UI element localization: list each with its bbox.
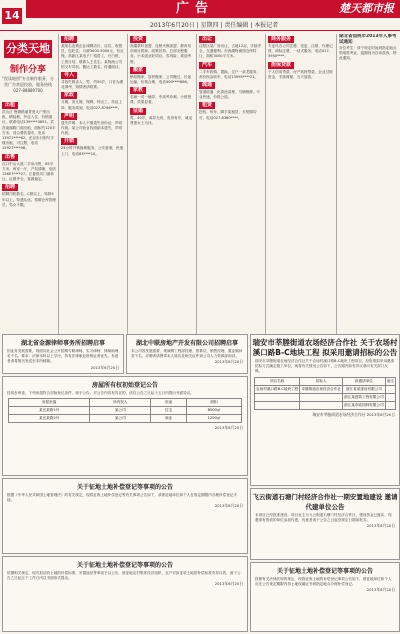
notice-date: 2013年6月20日: [366, 523, 395, 529]
table-cell: [385, 385, 395, 393]
notice-title: 瑞安市莘塍街道农场经济合作社 关于农场村溪口路B-C地块工程 拟采用邀请招标的公告: [252, 338, 398, 357]
column-divider: [127, 34, 128, 334]
land-compensation-notice-2: [2, 556, 248, 632]
category-label: 招聘: [2, 184, 18, 191]
category-label: 出售: [2, 154, 18, 161]
notice-title: 关于征地土地补偿登记等事项的公告: [76, 562, 173, 569]
classified-block: [61, 34, 125, 70]
column-divider: [58, 34, 59, 334]
classified-block: [199, 60, 263, 80]
classified-block: [2, 152, 56, 183]
table-cell: [300, 401, 343, 409]
notice-text: 因业务发展需要，现面向社会公开招聘专职律师、实习律师、律师助理若干名。要求：法律本科以上学历，持有法律职业资格证者优先。有意者请将简历发送至本所邮箱。: [7, 349, 119, 364]
category-label: 搬家: [130, 67, 146, 74]
classified-block: [2, 100, 56, 152]
ad-text: 汉口中山大道二手房出售，85平方米，两室一厅，产权清晰，电话13607****27。江夏纸坊门面转让，证照齐全，客源稳定。: [2, 161, 56, 182]
ad-text: 名师一对一辅导，中高考冲刺，小班授课，效果显著。: [130, 95, 192, 105]
ad-text: 24小时开锁换锁服务，公安备案，快速上门，电话83****10。: [61, 146, 124, 156]
notice-date: 瑞安市莘塍街道农场经济合作社 2013年6月20日: [312, 411, 395, 417]
notice-title: 房屋所有权初始登记公告: [91, 382, 158, 389]
classified-block: [130, 34, 194, 65]
ad-text: 某知名连锁企业诚聘店长、店员、收银员，包吃住，月薪3000-5000元，有社保。高新区某电子厂招普工，长白班，工资日结，联系人王先生。某物流公司招叉车司机、搬运工数名，待遇面议。: [61, 44, 124, 69]
notice-column: [339, 34, 398, 334]
table-cell: 住宅: [151, 407, 187, 415]
ad-text: 高端茶叶加盟、连锁火锅加盟、教育培训项目招商，政策扶持，总部全程服务。小本创业好项目，零风险，欢迎考察。: [130, 44, 192, 64]
category-label: 汽车: [199, 62, 215, 69]
table-header: 拟邀请单位: [343, 377, 386, 385]
agent-builder-notice: [250, 488, 400, 560]
table-cell: [254, 401, 299, 409]
table-cell: 浙江某市政园林有限公司: [343, 401, 386, 409]
table-cell: 某区某路2号: [8, 415, 90, 423]
category-label: 出租: [2, 102, 18, 109]
notice-title: 湖北省仙桃市2013年人事考试通知: [339, 34, 397, 45]
notice-text: 按照有关法律法规的规定，现将征收土地的补偿登记事项公告如下，被征地单位和个人应在公告规定期限内持土地权属证书到指定地点办理补偿登记。: [255, 577, 392, 587]
table-row: [8, 415, 241, 423]
land-compensation-notice-3: [250, 562, 400, 632]
newspaper-logo: 楚天都市报: [339, 2, 394, 15]
table-cell: 商业: [151, 415, 187, 423]
table-row: [254, 393, 395, 401]
section-bar: [26, 0, 400, 18]
ad-text: 月嫂、育儿嫂、保姆、钟点工，持证上岗，服务周到，电话027-8766****。: [61, 100, 123, 110]
column-divider: [265, 34, 266, 334]
notice-title: 关于征地土地补偿登记等事项的公告: [276, 568, 373, 575]
notice-text: 本公司因发展需要，现诚聘工程部经理、预算员、销售经理、置业顾问若干名。应聘者请携带本人简历及相关证件到公司人力资源部面试。: [131, 349, 243, 359]
classified-block: [61, 136, 125, 156]
classified-block: [61, 111, 125, 137]
table-row: [254, 385, 395, 393]
table-cell: 农场村溪口路B-C地块工程: [254, 385, 299, 393]
table-cell: 1200㎡: [186, 415, 241, 423]
column-divider: [336, 34, 337, 334]
classified-block: [130, 85, 194, 105]
notice-title: 湖北中联房地产开发有限公司招聘启事: [135, 340, 238, 347]
table-row: [254, 401, 395, 409]
classified-title: 分类天地: [4, 40, 52, 58]
category-label: 寻人: [61, 72, 77, 79]
category-label: 开锁: [61, 138, 77, 145]
ad-text: 寻找失散亲人，男，约50岁，口音为湖北荆州，知情者请联系。: [61, 80, 124, 90]
ad-text: 专业代办公司注册、变更、注销、代理记账、商标注册，一站式服务，电话027-5950****。: [268, 44, 333, 59]
table-cell: 浙江省某建设有限公司: [343, 385, 386, 393]
classified-block: [130, 106, 194, 126]
ad-text: 洪山区 鲁磨路丽景苑大户型出租，精装修，拎包入住，价格面议，联系电话139****3891。武昌南湖路门面出租，面积约120平方米，适合餐饮超市，电话13971****62。光谷步行街写字楼出租，可注册，电话15927****08。: [2, 110, 56, 151]
classified-block: [61, 90, 125, 110]
category-label: 商务服务: [268, 36, 294, 43]
table-cell: [385, 393, 395, 401]
notice-date: 2013年6月20日: [214, 359, 243, 365]
registration-table: [8, 398, 242, 423]
left-classifieds: [2, 100, 56, 330]
classified-column-2: [130, 34, 194, 334]
ad-text: 挖机、吊车、脚手架租赁，长短期均可，电话027-8380****。: [199, 110, 257, 120]
tender-notice: [250, 334, 400, 486]
make-subtitle: "悦读地图"专业制作服务，分类广告欢迎投放，服务热线027-88889700: [2, 76, 54, 93]
category-label: 声明: [61, 113, 77, 120]
classified-block: [61, 70, 125, 90]
classified-block: [199, 34, 263, 60]
table-cell: 莘塍街道农场经济合作社: [300, 385, 343, 393]
notice-text: 依据相关规定，现对拟征收土地的补偿标准、安置途径等事项予以公告，被征地农村集体经济组织、农户对拟征收土地的补偿标准有异议的，请于公告之日起五个工作日内以书面形式提出。: [7, 571, 241, 581]
table-header-row: [254, 377, 395, 385]
make-heading: 制作分享: [9, 65, 46, 75]
table-cell: 某公司: [90, 415, 151, 423]
section-title: 广告: [176, 1, 215, 16]
ad-text: 蚂蚁搬家，居民搬家、公司搬迁、长途运输，价格合理，电话400****666。: [130, 74, 192, 85]
notice-text: 本项目已经批准建设，项目业主为飞云街道石塘门村经济合作社，建设资金已落实，现邀请有资质的单位参加代建，有意者请于公告之日起至规定日期前报名。: [255, 513, 392, 523]
table-cell: 某公司: [90, 407, 151, 415]
ad-text: 二手车收购、置换、过户一条龙服务，高价现金收车，电话13995****21。: [199, 69, 261, 79]
category-label: 投资: [130, 36, 146, 43]
notice-text: 各位考生：请于规定时间到指定地点领取准考证，逾期视为自动放弃，特此通知。: [339, 46, 397, 61]
ad-text: 遗失声明：本人不慎遗失身份证，声明作废。某公司营业执照副本遗失，声明作废。: [61, 120, 123, 136]
table-header: 用途: [151, 399, 187, 407]
notice-text: 经初步审查，下列房屋符合初始登记条件，现予公告。对公告内容有异议的，请自公告之日起十五日内提出书面异议。: [7, 391, 194, 395]
category-label: 疏通: [199, 82, 215, 89]
tender-table: [254, 377, 396, 410]
house-registration-notice: [2, 376, 248, 476]
category-label: 租赁: [199, 102, 215, 109]
classified-block: [2, 182, 56, 208]
column-divider: [196, 34, 197, 334]
notice-title: 关于征地土地补偿登记等事项的公告: [76, 484, 173, 491]
table-cell: 8500㎡: [186, 407, 241, 415]
notice-date: 2013年6月20日: [214, 503, 243, 509]
ad-text: 管道疏通、化粪池清理、马桶维修，专业快速，价格公道。: [199, 90, 261, 100]
classified-block: [268, 60, 334, 80]
table-header: 招标人: [300, 377, 343, 385]
notice-title: 湖北省金源律师事务所招聘启事: [20, 340, 105, 347]
category-label: 出让: [199, 36, 215, 43]
table-row: [8, 407, 241, 415]
header-rule: [0, 30, 400, 31]
notice-text: 瑞安市莘塍街道农场经济合作社关于农场村溪口路B-C地块工程项目，经批准拟采用邀请招标方式确定施工单位，现将有关情况公告如下，公告期内如有异议请向有关部门反映。: [255, 359, 395, 374]
page-number: 14: [2, 8, 22, 24]
ad-text: 个人信用贷款、房产抵押贷款、企业过桥资金，手续简便，当天放款。: [268, 69, 333, 79]
category-label: 招聘: [61, 36, 77, 43]
category-label: 征婚: [130, 108, 146, 115]
table-header: 面积: [186, 399, 241, 407]
classified-block: [199, 100, 263, 120]
classified-column-4: [268, 34, 334, 334]
notice-date: 2013年6月20日: [90, 364, 119, 370]
date-line: 2013年6月20日 | 星期四 | 责任编辑 | 本报记者: [150, 22, 279, 29]
ad-text: 男，40岁，离异无孩，有房有车，诚觅贤惠女士为伴。: [130, 115, 193, 125]
table-cell: 浙江某建筑工程有限公司: [343, 393, 386, 401]
classified-column-3: [199, 34, 263, 334]
table-header: 备注: [385, 377, 395, 385]
table-header: 项目名称: [254, 377, 299, 385]
table-cell: [300, 393, 343, 401]
ad-text: 汉阳区某厂房出让，占地12亩，手续齐全，交通便利。东西湖物流园仓库转让，面积3000平方米。: [199, 44, 262, 59]
notice-title: 飞云街道石塘门村经济合作社一期安置地建设 邀请代建单位公告: [252, 493, 398, 511]
land-compensation-notice: [2, 478, 248, 554]
table-cell: 某区某路1号: [8, 407, 90, 415]
category-label: 家教: [130, 87, 146, 94]
table-cell: [385, 401, 395, 409]
classified-block: [130, 65, 194, 85]
category-label: 担保贷款: [268, 62, 294, 69]
table-header: 所有权人: [90, 399, 151, 407]
ad-text: 招聘司机数名，C照以上，驾龄3年以上，待遇从优。招聘仓库管理员，男女不限。: [2, 192, 56, 207]
category-label: 家政: [61, 92, 77, 99]
notice-date: 2013年6月20日: [366, 587, 395, 593]
classified-block: [199, 80, 263, 100]
notice-text: 根据《中华人民共和国土地管理法》的有关规定，现将征收土地补偿登记等有关事项公告如下，请被征地单位和个人在规定期限内办理补偿登记手续。: [7, 493, 237, 503]
classified-block: [268, 34, 334, 60]
recruit-notice: [2, 334, 124, 374]
classified-column-1: [61, 34, 125, 334]
recruit-notice-2: [126, 334, 248, 374]
table-cell: [254, 393, 299, 401]
notice-date: 2013年6月20日: [214, 425, 243, 431]
notice-date: 2013年6月20日: [214, 581, 243, 587]
table-header: 房屋坐落: [8, 399, 90, 407]
table-header-row: [8, 399, 241, 407]
